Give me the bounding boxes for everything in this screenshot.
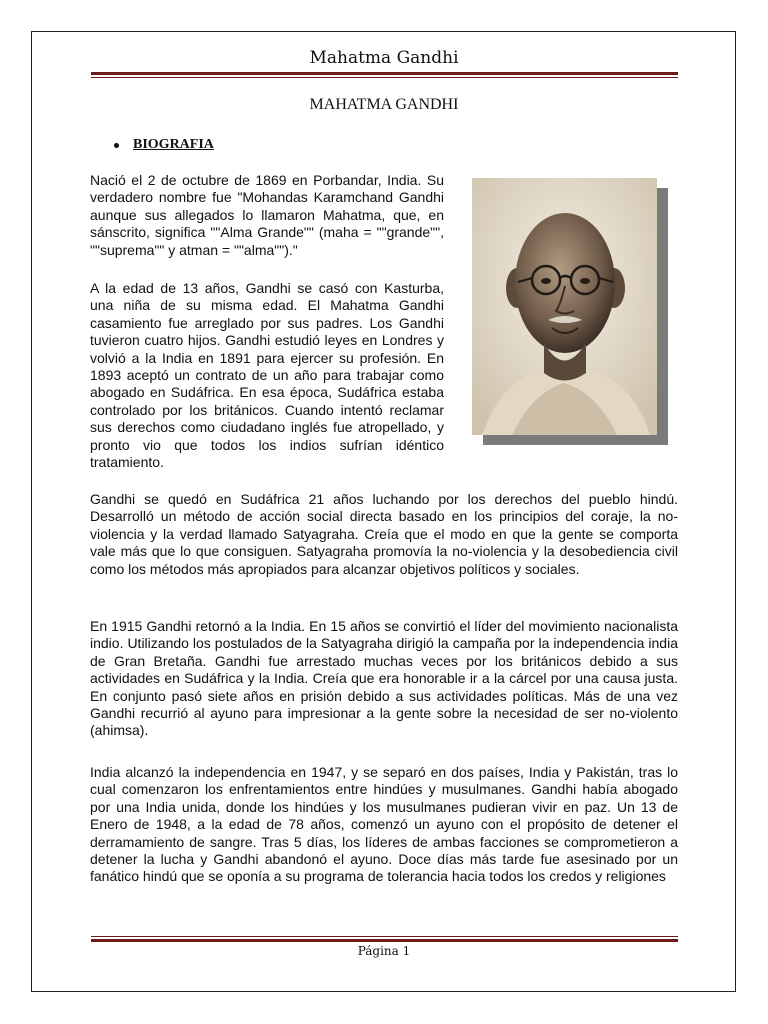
- document-title: MAHATMA GANDHI: [309, 96, 459, 113]
- header-rule: [91, 72, 678, 78]
- paragraph-marriage: A la edad de 13 años, Gandhi se casó con Kasturba, una niña de su misma edad. El Mahatma Gandhi casamiento fue arreglado por sus padres. Los Gandhi tuvieron cuatro hijos. Gandhi estudió leyes en Londres y volvió a la India en 1891 para ejercer su profesión. En 1893 aceptó un contrato de un año para trabajar como abogado en Sudáfrica. En esa época, Sudáfrica estaba controlado por los británicos. Cuando intentó reclamar sus derechos como ciudadano inglés fue atropellado, y pronto vio que todos los indios sufrían idéntico tratamiento.: [90, 280, 444, 471]
- portrait-photo: [472, 178, 657, 435]
- page-number: Página 1: [357, 944, 411, 958]
- paragraph-return-india: En 1915 Gandhi retornó a la India. En 15 años se convirtió el líder del movimiento nacionalista indio. Utilizando los postulados de la Satyagraha dirigió la campaña por la independencia india de Gran Bretaña. Gandhi fue arrestado muchas veces por los británicos debido a sus actividades en Sudáfrica y la India. Creía que era honorable ir a la cárcel por una causa justa. En conjunto pasó siete años en prisión debido a sus actividades políticas. Más de una vez Gandhi recurrió al ayuno para impresionar a la gente sobre la necesidad de ser no-violento (ahimsa).: [90, 618, 678, 739]
- section-heading-label: BIOGRAFIA: [133, 137, 214, 152]
- portrait-icon: [472, 178, 657, 435]
- section-heading: [114, 137, 214, 153]
- header-title: Mahatma Gandhi: [309, 48, 459, 68]
- footer-rule: [91, 936, 678, 942]
- bullet-icon: [114, 143, 119, 148]
- paragraph-south-africa: Gandhi se quedó en Sudáfrica 21 años luchando por los derechos del pueblo hindú. Desarrolló un método de acción social directa basado en los principios del coraje, la no-violencia y la verdad llamado Satyagraha. Creía que el modo en que la gente se comporta vale más que lo que consiguen. Satyagraha promovía la no-violencia y la desobediencia civil como los métodos más apropiados para alcanzar objetivos políticos y sociales.: [90, 491, 678, 577]
- paragraph-birth: Nació el 2 de octubre de 1869 en Porbandar, India. Su verdadero nombre fue "Mohandas Karamchand Gandhi aunque sus allegados lo llamaron Mahatma, que, en sánscrito, significa ""Alma Grande"" (maha = ""grande"", ""suprema"" y atman = ""alma"").": [90, 172, 444, 258]
- paragraph-independence: India alcanzó la independencia en 1947, y se separó en dos países, India y Pakistán, tras lo cual comenzaron los enfrentamientos entre hindúes y musulmanes. Gandhi había abogado por una India unida, donde los hindúes y los musulmanes pudieran vivir en paz. Un 13 de Enero de 1948, a la edad de 78 años, comenzó un ayuno con el propósito de detener el derramamiento de sangre. Tras 5 días, los líderes de ambas facciones se comprometieron a detener la lucha y Gandhi abandonó el ayuno. Doce días más tarde fue asesinado por un fanático hindú que se oponía a su programa de tolerancia hacia todos los credos y religiones: [90, 764, 678, 885]
